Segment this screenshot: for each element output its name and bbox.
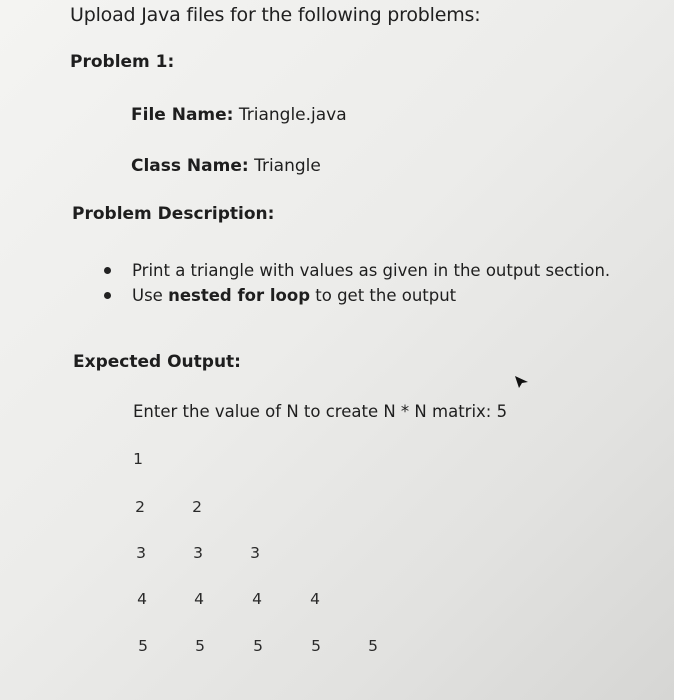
triangle-cell: 5 [253,637,263,655]
problem-title: Problem 1: [70,52,175,72]
bullet-item [100,283,610,308]
class-name-line [131,156,321,176]
page-heading: Upload Java files for the following problems: [70,4,481,26]
triangle-cell: 5 [311,637,321,655]
triangle-cell: 5 [138,637,148,655]
triangle-cell: 4 [137,590,147,608]
triangle-cell: 3 [136,544,146,562]
triangle-cell: 2 [135,498,145,516]
file-name-label: File Name: [131,105,234,125]
triangle-cell: 3 [250,544,260,562]
triangle-cell: 4 [310,590,320,608]
bullet-text-bold: nested for loop [168,286,311,305]
triangle-cell: 4 [252,590,262,608]
class-name-value: Triangle [254,156,321,176]
mouse-cursor-icon [514,374,530,390]
triangle-cell: 1 [133,450,143,468]
file-name-line [131,105,347,125]
triangle-cell: 5 [368,637,378,655]
class-name-label: Class Name: [131,156,249,176]
description-bullet-list [100,258,610,308]
bullet-text: Print a triangle with values as given in the output section. [132,261,611,280]
triangle-cell: 3 [193,544,203,562]
description-title: Problem Description: [72,204,275,224]
triangle-cell: 2 [192,498,202,516]
bullet-icon [104,292,111,299]
triangle-cell: 4 [194,590,204,608]
expected-output-title: Expected Output: [73,352,241,372]
output-prompt: Enter the value of N to create N * N matrix: 5 [133,402,508,421]
bullet-icon [104,267,111,274]
triangle-cell: 5 [195,637,205,655]
bullet-text-before: Use [132,286,169,305]
file-name-value: Triangle.java [238,105,347,125]
bullet-item [100,258,610,283]
bullet-text-after: to get the output [310,286,457,305]
